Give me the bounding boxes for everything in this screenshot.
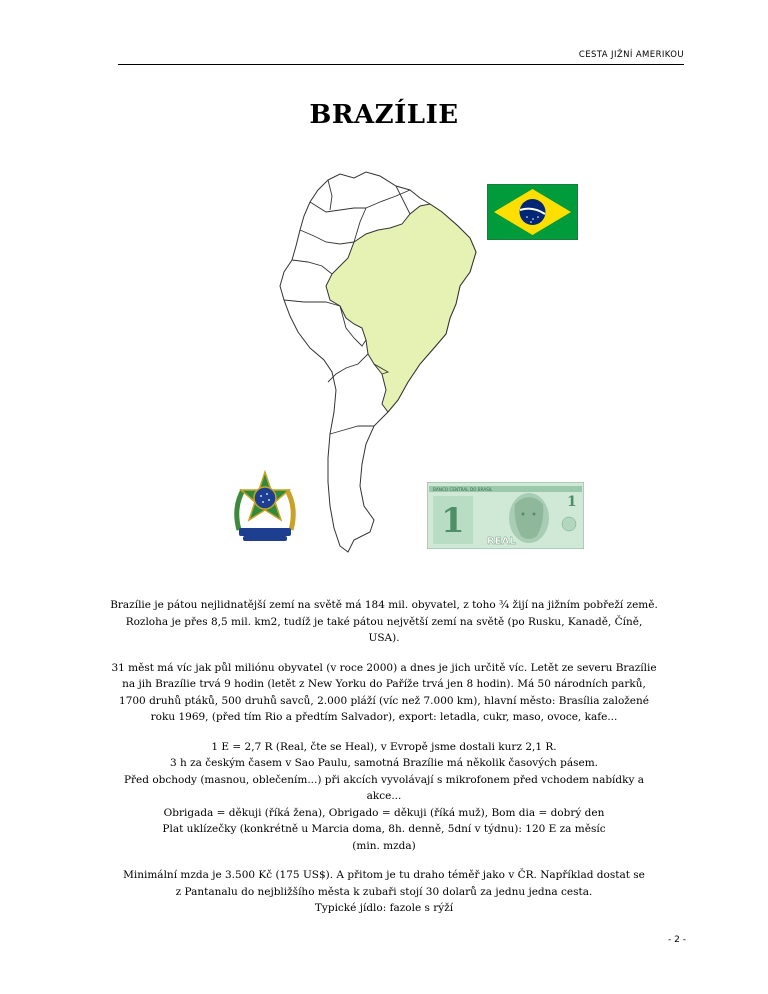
- coat-of-arms-icon: [225, 468, 305, 546]
- real-banknote: [427, 482, 584, 549]
- banknote-label: REAL: [487, 536, 516, 547]
- page-number: - 2 -: [668, 935, 686, 945]
- banknote-value-small: 1: [567, 494, 577, 510]
- text-line: Před obchody (masnou, oblečením...) při akcích vyvolávají s mikrofonem před vchodem nabídky a: [123, 773, 645, 786]
- text-line: Typické jídlo: fazole s rýží: [314, 902, 454, 914]
- page-title: BRAZÍLIE: [309, 100, 459, 130]
- text-line: 3 h za českým časem v Sao Paulu, samotná Brazílie má několik časových pásem.: [169, 757, 598, 769]
- brazil-flag: [487, 184, 578, 240]
- banknote-bank: BANCO CENTRAL DO BRASIL: [433, 487, 493, 492]
- running-header: CESTA JIŽNÍ AMERIKOU: [578, 50, 684, 60]
- body-text: [110, 597, 658, 930]
- text-line: z Pantanalu do nejbližšího města k zubaři stojí 30 dolarů za jednu jedna cesta.: [175, 885, 593, 898]
- text-line: (min. mzda): [352, 839, 416, 852]
- banknote-value-large: 1: [441, 501, 465, 541]
- text-line: Minimální mzda je 3.500 Kč (175 US$). A přitom je tu draho téměř jako v ČR. Například dostat se: [123, 869, 645, 881]
- text-line: na jih Brazílie trvá 9 hodin (letět z New Yorku do Paříže trvá jen 8 hodin). Má 50 národních parků,: [122, 678, 646, 690]
- text-line: Rozloha je přes 8,5 mil. km2, tudíž je také pátou největší zemí na světě (po Rusku, Kanadě, Číně, USA).: [125, 615, 643, 644]
- text-line: Brazílie je pátou nejlidnatější zemí na světě má 184 mil. obyvatel, z toho ¾ žijí na jižním pobřeží země.: [110, 599, 658, 611]
- header-rule: [118, 64, 684, 65]
- text-line: 1 E = 2,7 R (Real, čte se Heal), v Evropě jsme dostali kurz 2,1 R.: [211, 740, 557, 753]
- text-line: roku 1969, (před tím Rio a předtím Salvador), export: letadla, cukr, maso, ovoce, kafe...: [150, 711, 618, 723]
- text-line: akce...: [366, 790, 402, 802]
- paragraph-currency: [110, 739, 658, 855]
- paragraph-population: [110, 597, 658, 647]
- text-line: 1700 druhů ptáků, 500 druhů savců, 2.000 pláží (víc než 7.000 km), hlavní město: Brasília založené: [119, 694, 649, 707]
- text-line: 31 měst má víc jak půl miliónu obyvatel (v roce 2000) a dnes je jich určitě víc. Letět ze severu Brazílie: [111, 661, 657, 674]
- text-line: Plat uklízečky (konkrétně u Marcia doma, 8h. denně, 5dní v týdnu): 120 E za měsíc: [162, 823, 606, 835]
- paragraph-wages: [110, 867, 658, 917]
- paragraph-cities: [110, 660, 658, 726]
- text-line: Obrigada = děkuji (říká žena), Obrigado = děkuji (říká muž), Bom dia = dobrý den: [163, 806, 605, 819]
